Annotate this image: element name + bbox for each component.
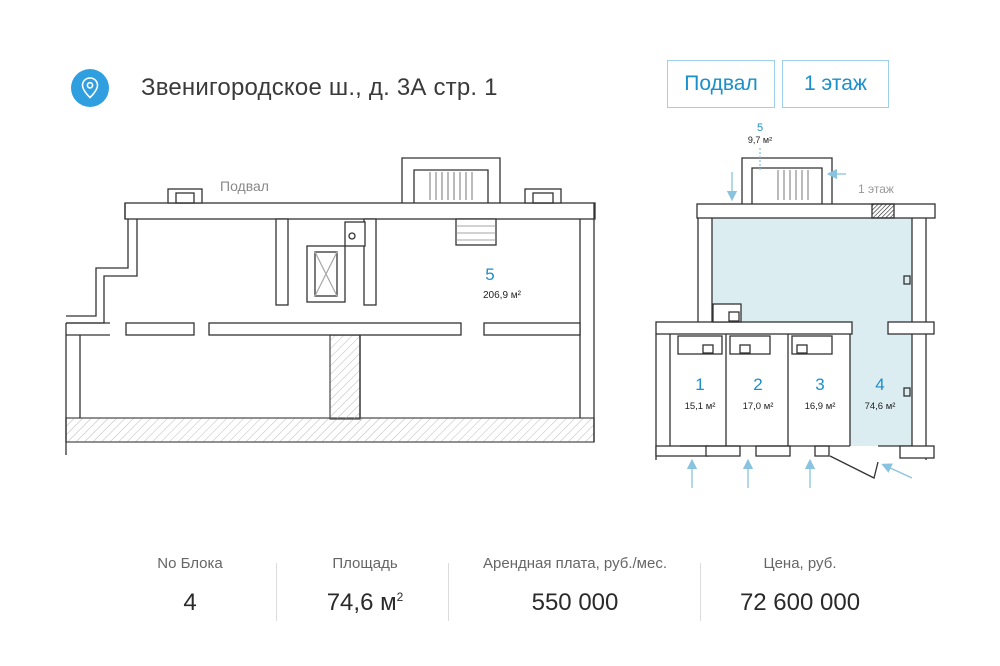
stat-rent [460, 555, 690, 617]
stat-block-label: No Блока [157, 555, 223, 572]
stat-block [120, 555, 260, 617]
tab-basement[interactable]: Подвал [667, 60, 775, 108]
divider [700, 563, 701, 621]
stat-block-value: 4 [183, 589, 197, 616]
stat-price [715, 555, 885, 617]
divider [448, 563, 449, 621]
basement-plan [66, 158, 595, 455]
basement-room-number: 5 [485, 265, 495, 284]
address-title: Звенигородское ш., д. 3А стр. 1 [141, 74, 498, 101]
room-3-number: 3 [815, 375, 825, 394]
first-top-room-number: 5 [756, 122, 764, 134]
first-floor-plan [656, 148, 935, 488]
stat-price-label: Цена, руб. [763, 555, 837, 572]
room-1-number: 1 [695, 375, 705, 394]
room-2-number: 2 [753, 375, 763, 394]
stat-area-number: 74,6 м [326, 589, 397, 616]
unit-stats [0, 555, 1000, 635]
room-2-area: 17,0 м² [742, 401, 774, 412]
stat-area-unit-sup: 2 [396, 590, 404, 604]
stat-area-label: Площадь [332, 555, 398, 572]
stat-area [290, 555, 440, 617]
tab-first-floor[interactable]: 1 этаж [782, 60, 889, 108]
stat-rent-label: Арендная плата, руб./мес. [483, 555, 667, 572]
stat-price-value: 72 600 000 [739, 589, 861, 616]
basement-room-area: 206,9 м² [482, 290, 522, 301]
first-floor-label: 1 этаж [858, 182, 894, 196]
divider [276, 563, 277, 621]
room-3-area: 16,9 м² [804, 401, 836, 412]
room-4-area: 74,6 м² [864, 401, 896, 412]
basement-label: Подвал [220, 178, 269, 194]
stat-rent-value: 550 000 [531, 589, 619, 616]
room-1-area: 15,1 м² [684, 401, 716, 412]
first-top-room-area: 9,7 м² [747, 135, 773, 145]
stat-area-value [290, 589, 440, 617]
room-4-number: 4 [875, 375, 885, 394]
